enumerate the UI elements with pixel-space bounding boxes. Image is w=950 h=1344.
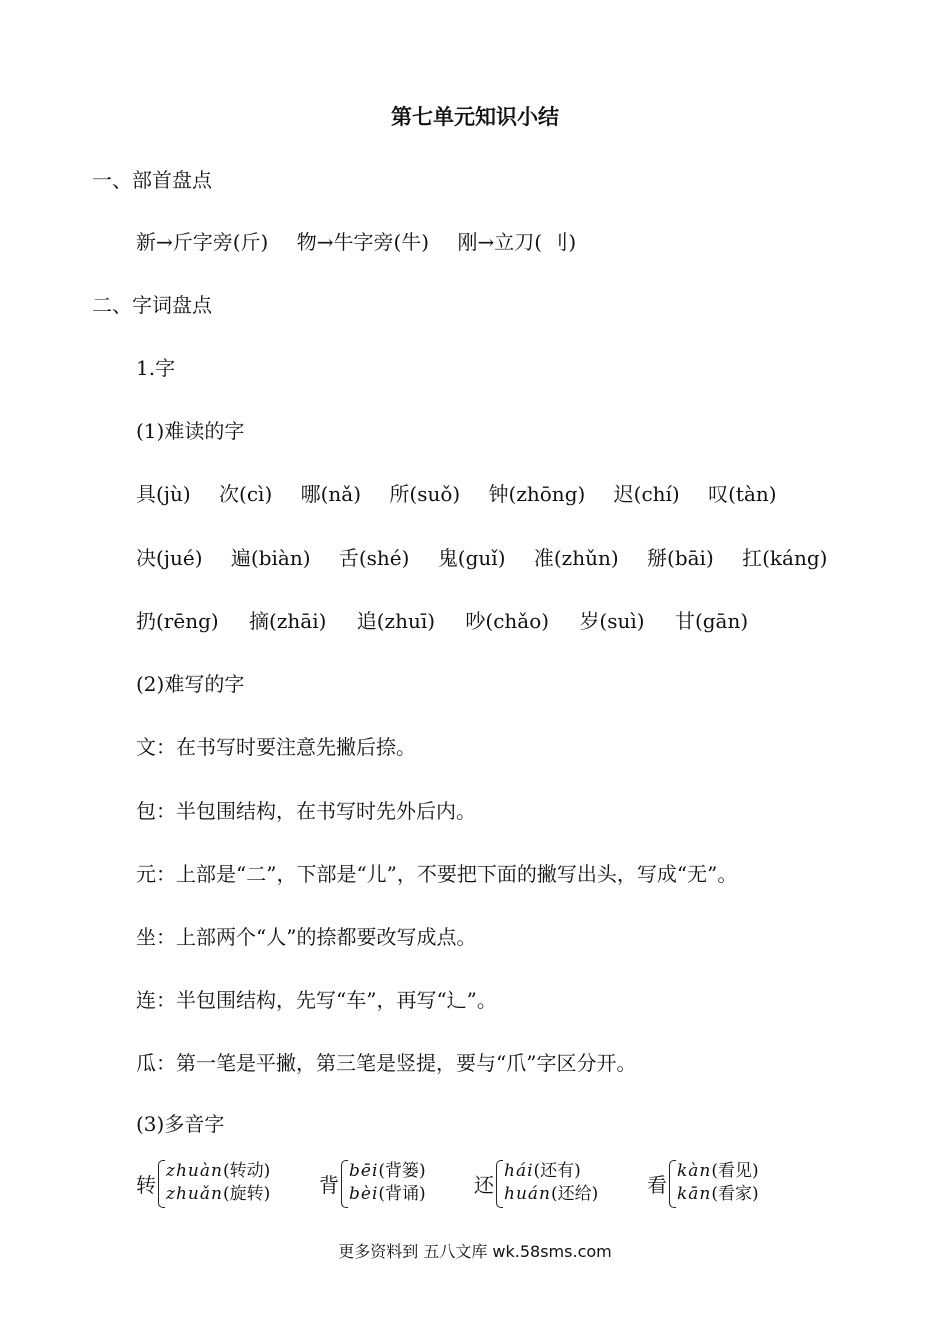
hard-read-row-2 bbox=[136, 543, 827, 573]
polyphonic-heading: (3)多音字 bbox=[136, 1112, 225, 1136]
hard-write-line: 连：半包围结构，先写“车”，再写“辶”。 bbox=[136, 988, 497, 1012]
reading-2: bèi(背诵) bbox=[349, 1184, 426, 1204]
pinyin-item: 掰(bāi) bbox=[647, 546, 714, 570]
pinyin-item: 扛(káng) bbox=[742, 546, 828, 570]
pinyin-item: 哪(nǎ) bbox=[300, 482, 362, 506]
polyphonic-char: 还 bbox=[474, 1173, 494, 1197]
pinyin-item: 准(zhǔn) bbox=[533, 546, 619, 570]
brace-icon bbox=[341, 1160, 348, 1208]
reading-1: kàn(看见) bbox=[677, 1161, 759, 1181]
pinyin-item: 鬼(guǐ) bbox=[437, 546, 506, 570]
polyphonic-char: 背 bbox=[319, 1173, 339, 1197]
pinyin-item: 甘(gān) bbox=[674, 609, 749, 633]
pinyin-item: 舌(shé) bbox=[338, 546, 410, 570]
pinyin-item: 追(zhuī) bbox=[356, 609, 436, 633]
pinyin-item: 叹(tàn) bbox=[708, 482, 777, 506]
pinyin-item: 决(jué) bbox=[136, 546, 203, 570]
radical-item: 刚→立刀( 刂) bbox=[457, 230, 577, 254]
brace-icon bbox=[496, 1160, 503, 1208]
footer-watermark: 更多资料到 五八文库 wk.58sms.com bbox=[338, 1242, 612, 1261]
pinyin-item: 所(suǒ) bbox=[389, 482, 461, 506]
hard-write-line: 瓜：第一笔是平撇，第三笔是竖提，要与“爪”字区分开。 bbox=[136, 1051, 637, 1075]
polyphonic-char: 看 bbox=[647, 1173, 667, 1197]
section-heading-radicals: 一、部首盘点 bbox=[92, 168, 212, 192]
reading-1: hái(还有) bbox=[504, 1161, 581, 1181]
pinyin-item: 钟(zhōng) bbox=[488, 482, 586, 506]
pinyin-item: 遍(biàn) bbox=[230, 546, 311, 570]
hard-write-line: 文：在书写时要注意先撇后捺。 bbox=[136, 735, 416, 759]
reading-1: zhuàn(转动) bbox=[166, 1161, 271, 1181]
reading-2: kān(看家) bbox=[677, 1184, 759, 1204]
hard-read-row-1 bbox=[136, 479, 777, 509]
pinyin-item: 具(jù) bbox=[136, 482, 191, 506]
pinyin-item: 扔(rēng) bbox=[136, 609, 219, 633]
radical-item: 物→牛字旁(牛) bbox=[296, 230, 430, 254]
section-heading-words: 二、字词盘点 bbox=[92, 293, 212, 317]
hard-write-heading: (2)难写的字 bbox=[136, 672, 245, 696]
brace-icon bbox=[158, 1160, 165, 1208]
brace-icon bbox=[669, 1160, 676, 1208]
radical-item: 新→斤字旁(斤) bbox=[136, 230, 269, 254]
hard-read-row-3 bbox=[136, 606, 748, 636]
radicals-row bbox=[136, 227, 576, 257]
pinyin-item: 摘(zhāi) bbox=[249, 609, 327, 633]
pinyin-item: 迟(chí) bbox=[613, 482, 680, 506]
pinyin-item: 次(cì) bbox=[219, 482, 273, 506]
polyphonic-char: 转 bbox=[136, 1173, 156, 1197]
reading-1: bēi(背篓) bbox=[349, 1161, 426, 1181]
pinyin-item: 吵(chǎo) bbox=[465, 609, 550, 633]
pinyin-item: 岁(suì) bbox=[579, 609, 645, 633]
hard-read-heading: (1)难读的字 bbox=[136, 419, 245, 443]
hard-write-line: 坐：上部两个“人”的捺都要改写成点。 bbox=[136, 925, 477, 949]
reading-2: huán(还给) bbox=[504, 1184, 599, 1204]
page-title: 第七单元知识小结 bbox=[391, 104, 559, 129]
reading-2: zhuǎn(旋转) bbox=[166, 1184, 271, 1204]
hard-write-line: 包：半包围结构，在书写时先外后内。 bbox=[136, 799, 476, 823]
polyphonic-row bbox=[136, 1158, 856, 1214]
hard-write-line: 元：上部是“二”，下部是“儿”，不要把下面的撇写出头，写成“无”。 bbox=[136, 862, 738, 886]
subsection-characters: 1.字 bbox=[136, 356, 176, 380]
